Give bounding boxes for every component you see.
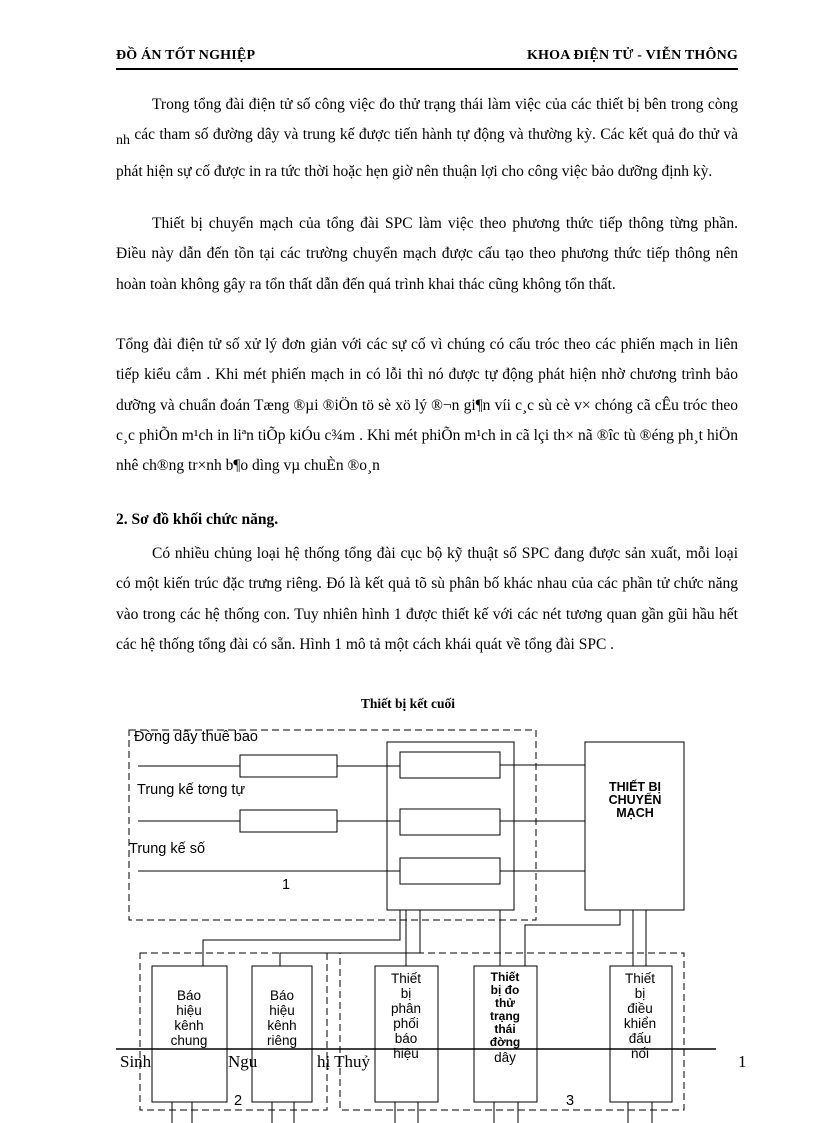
footer-student-prefix: Sinh (120, 1052, 152, 1071)
signal-distribution-line-4: phối (393, 1016, 419, 1031)
terminal-equipment-box (387, 742, 514, 910)
subscriber-line-block (240, 755, 337, 777)
footer-name-part-1: Ngu (228, 1052, 258, 1071)
common-channel-line-1: Báo (176, 988, 202, 1003)
group-2-frame (140, 953, 327, 1110)
section-heading: 2. Sơ đồ khối chức năng. (116, 511, 279, 528)
channel-associated-line-3: kênh (267, 1018, 297, 1033)
switch-box-line-3: MẠCH (616, 806, 654, 820)
terminal-slot-1 (400, 752, 500, 778)
connection-control-line-3: điều (627, 1001, 653, 1016)
diagram-title: Thiết bị kết cuối (360, 696, 456, 711)
line-test-line-2: bị đo (490, 983, 520, 997)
connection-control-line-4: khiển (623, 1016, 657, 1031)
signal-distribution-line-5: báo (394, 1031, 418, 1046)
channel-associated-line-1: Báo (269, 988, 295, 1003)
channel-associated-line-4: riêng (266, 1033, 298, 1048)
header-left: ĐỒ ÁN TỐT NGHIỆP (116, 48, 256, 63)
connection-control-line-1: Thiết (624, 971, 656, 986)
footer-name-part-2: hị Thuỷ (317, 1052, 371, 1071)
line-test-line-1: Thiết (490, 970, 520, 984)
label-subscriber-line: Đờng dây thuê bao (134, 729, 258, 745)
switch-box-line-1: THIẾT BỊ (608, 780, 662, 794)
signal-distribution-line-3: phân (390, 1001, 422, 1016)
common-channel-line-2: hiệu (176, 1003, 202, 1018)
switching-equipment-box (585, 742, 684, 910)
line-test-line-6: đờng (489, 1035, 521, 1049)
connection-control-line-5: đấu (628, 1031, 652, 1046)
group-1-frame (129, 730, 536, 920)
paragraph-1-b: các tham số đường dây và trung kế được tiến hành tự động và thường kỳ. Các kết quả đo thử và phát hiện sự cố được in ra tức thời hoặc hẹn giờ nên thuận lợi cho công việc bảo dưỡng định kỳ. (116, 126, 738, 180)
terminal-slot-2 (400, 809, 500, 835)
analog-trunk-block (240, 810, 337, 832)
line-test-line-7: dây (494, 1050, 516, 1065)
header-right: KHOA ĐIỆN TỬ - VIỄN THÔNG (526, 48, 738, 63)
connection-control-line-2: bị (634, 986, 646, 1001)
channel-associated-line-2: hiệu (269, 1003, 295, 1018)
signal-distribution-line-6: hiệu (393, 1046, 419, 1061)
switch-box-line-2: CHUYỂN (608, 793, 662, 807)
terminal-slot-3 (400, 858, 500, 884)
paragraph-1-sub: nh (116, 133, 130, 149)
paragraph-4: Có nhiều chủng loại hệ thống tổng đài cục bộ kỹ thuật số SPC đang được sản xuất, mỗi loại có một kiến trúc đặc trưng riêng. Đó là kết quả tõ sù phân bố khác nhau của các phần tử chức năng vào trong các hệ thống con. Tuy nhiên hình 1 được thiết kế với các nét tương quan gần gũi hầu hết các hệ thống tổng đài có sẵn. Hình 1 mô tả một cách khái quát về tổng đài SPC . (116, 545, 738, 653)
common-channel-line-4: chung (170, 1033, 208, 1048)
line-test-line-4: trạng (490, 1009, 520, 1023)
label-group-1: 1 (282, 877, 291, 893)
label-digital-trunk: Trung kế số (129, 841, 206, 857)
label-group-2: 2 (234, 1093, 243, 1109)
line-test-line-5: thái (494, 1022, 516, 1036)
footer-page-number: 1 (738, 1052, 747, 1071)
signal-distribution-line-1: Thiết (390, 971, 422, 986)
label-analog-trunk: Trung kế tơng tự (137, 782, 246, 798)
common-channel-line-3: kênh (174, 1018, 204, 1033)
paragraph-1-a: Trong tổng đài điện tử số công việc đo thử trạng thái làm việc của các thiết bị bên trong còng (152, 96, 738, 113)
signal-distribution-line-2: bị (400, 986, 412, 1001)
label-group-3: 3 (566, 1093, 575, 1109)
line-test-line-3: thử (494, 996, 516, 1010)
paragraph-2: Thiết bị chuyển mạch của tổng đài SPC làm việc theo phương thức tiếp thông từng phần. Điều này dẫn đến tồn tại các trường chuyển mạch được cấu tạo theo phương thức tiếp thông nên hoàn toàn không gây ra tổn thất dẫn đến quá trình khai thác cũng không tổn thất. (116, 215, 738, 293)
connection-control-line-6: nối (630, 1046, 650, 1061)
paragraph-3: Tổng đài điện tử số xử lý đơn giản với các sự cố vì chúng có cấu tróc theo các phiến mạch in liên tiếp kiểu cắm . Khi mét phiến mạch in có lỗi thì nó được tự động phát hiện nhờ chương trình bảo dưỡng và chuẩn đoán Tæng ®µi ®iÖn tö sè xö lý ®¬n gi¶n víi c¸c sù cè v× chóng cã cÊu tróc theo c¸c phiÕn m¹ch in liªn tiÕp kiÓu c¾m . Khi mét phiÕn m¹ch in cã lçi th× nã ®îc tù ®éng ph¸t hiÖn nhê ch®ng tr×nh b¶o dìng vµ chuÈn ®o¸n (116, 336, 738, 475)
